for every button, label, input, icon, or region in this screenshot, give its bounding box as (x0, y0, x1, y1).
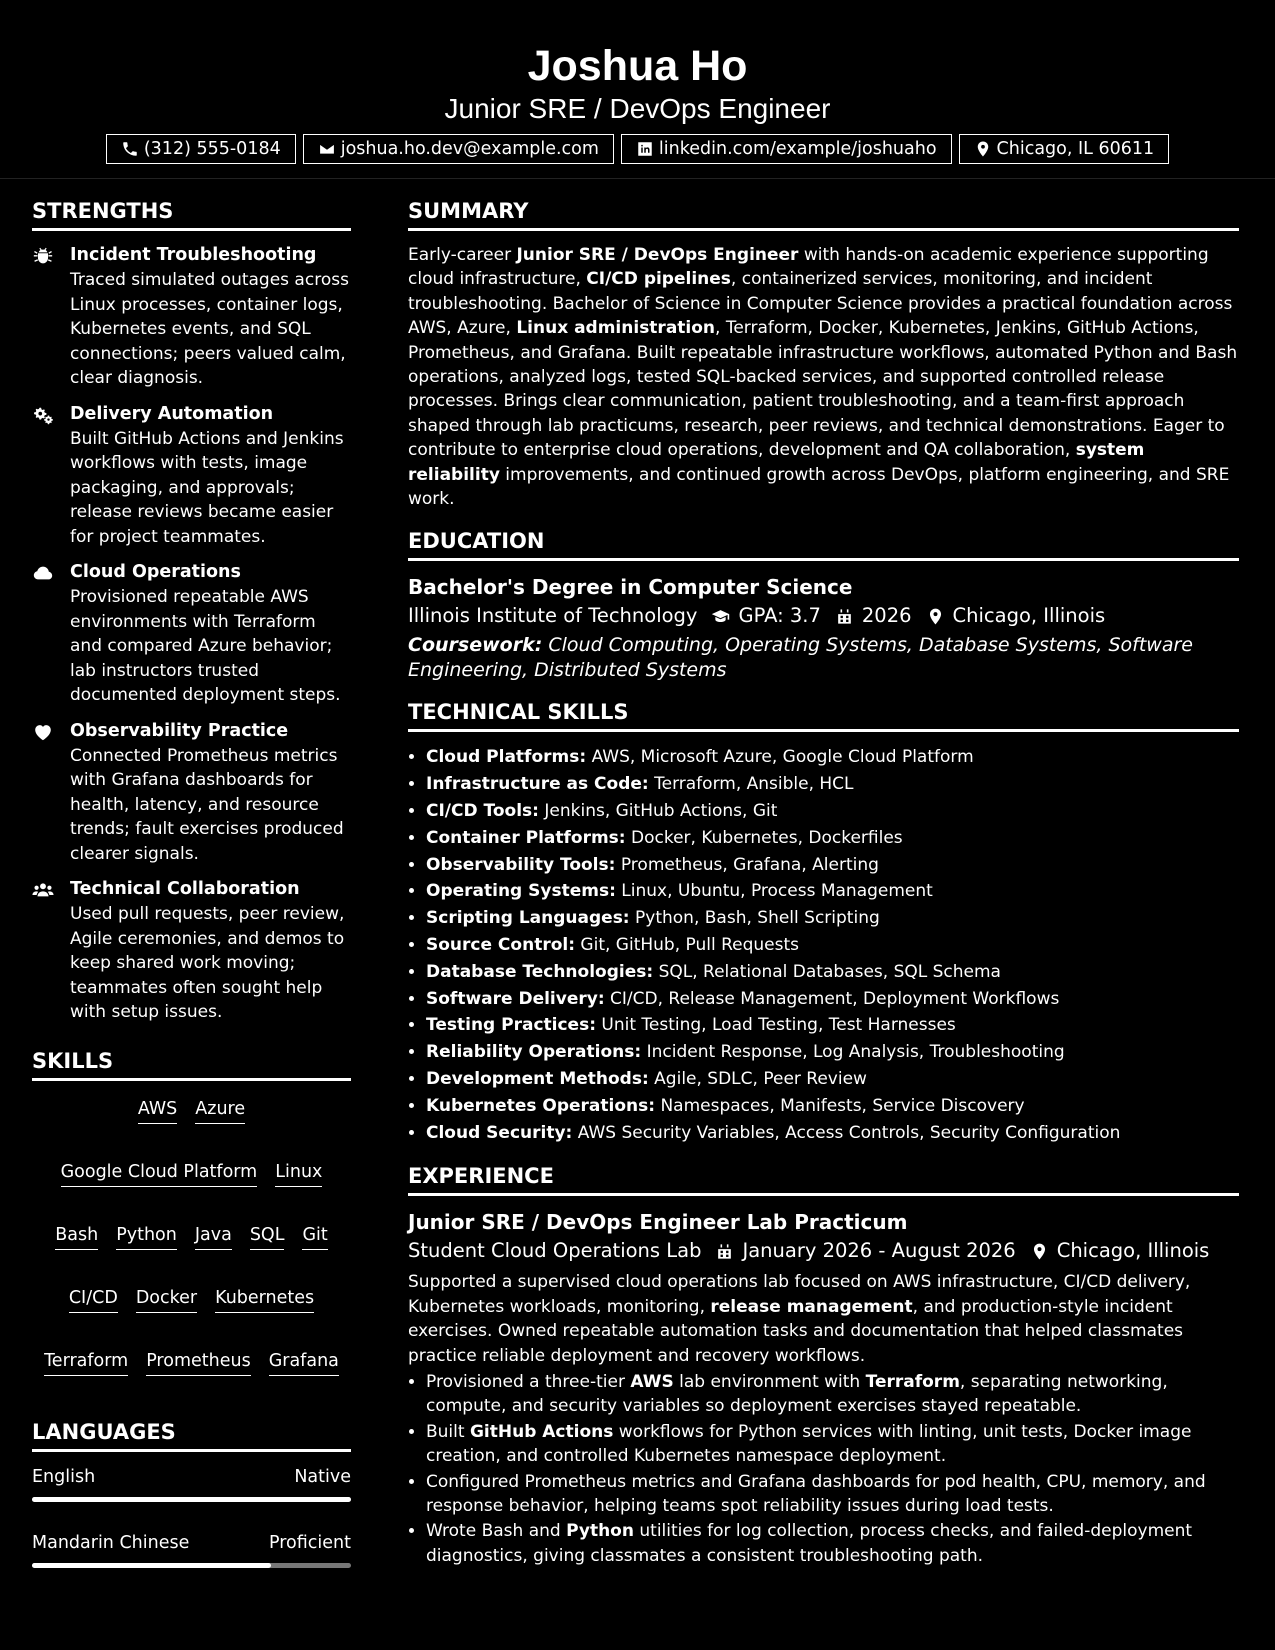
right-column (408, 197, 1239, 1569)
skill-label: Source Control: (426, 935, 576, 956)
skill-value: Terraform, Ansible, HCL (654, 774, 854, 795)
skill-label: Testing Practices: (426, 1015, 596, 1036)
bold-phrase: GitHub Actions (469, 1421, 614, 1442)
calendar-icon (835, 607, 854, 626)
phone-icon (121, 140, 139, 158)
skill-label: Cloud Security: (426, 1122, 573, 1143)
calendar-icon (715, 1242, 734, 1261)
language-item (32, 1464, 351, 1502)
language-level: Proficient (269, 1532, 351, 1553)
list-item (426, 1012, 1239, 1039)
language-bar (32, 1563, 351, 1568)
summary-text (408, 243, 1239, 511)
cloud-icon (32, 562, 54, 584)
strength-title: Delivery Automation (70, 403, 274, 424)
job-dates: January 2026 - August 2026 (742, 1239, 1016, 1263)
skill-label: Operating Systems: (426, 881, 616, 902)
skill-label: Reliability Operations: (426, 1042, 642, 1063)
degree-title: Bachelor's Degree in Computer Science (408, 575, 853, 600)
text-run: , Terraform, Docker, Kubernetes, Jenkins, GitHub Actions, Prometheus, and Grafana. Built repeatable infrastructure workflows, automated Python and Bash operations, analyzed logs, tested SQL-backed services, and supported controlled release processes. Brings clear communication, patient troubleshooting, and a team-first approach shaped through lab practicums, research, peer reviews, and technical demonstrations. Eager to contribute to enterprise cloud operations, development and QA collaboration, (408, 318, 1238, 461)
skill-tag: Kubernetes (215, 1286, 314, 1313)
language-name: Mandarin Chinese (32, 1532, 190, 1553)
skill-label: Software Delivery: (426, 988, 605, 1009)
text-run: , and production-style incident exercises. Owned repeatable automation tasks and documentation that helped classmates practice reliable deployment and recovery workflows. (408, 1296, 1184, 1366)
text-run: Supported a supervised cloud operations lab focused on AWS infrastructure, CI/CD delivery, Kubernetes workloads, monitoring, (408, 1272, 1191, 1317)
bold-phrase: Linux administration (516, 318, 716, 339)
skill-tag: Prometheus (146, 1349, 251, 1376)
contact-location (959, 134, 1170, 164)
bold-phrase: Terraform (865, 1372, 960, 1393)
bold-phrase: Python (566, 1521, 634, 1542)
gpa: GPA: 3.7 (738, 604, 821, 628)
list-item (426, 798, 1239, 825)
list-item (426, 1093, 1239, 1120)
list-item (426, 1470, 1239, 1519)
strength-item (32, 560, 351, 708)
job-bullets (408, 1370, 1239, 1568)
skill-tag: AWS (138, 1097, 177, 1124)
summary-heading: SUMMARY (408, 197, 1239, 231)
graduation-cap-icon (711, 607, 730, 626)
candidate-name: Joshua Ho (527, 42, 748, 90)
text-run: workflows for Python services with linting, unit tests, Docker image creation, and controlled Kubernetes namespace deployment. (426, 1421, 1192, 1467)
strength-title: Observability Practice (70, 720, 289, 741)
list-item (426, 744, 1239, 771)
language-name: English (32, 1466, 96, 1487)
skills-cloud (32, 1093, 351, 1376)
list-item (426, 905, 1239, 932)
contact-bar (0, 134, 1275, 164)
skill-value: Unit Testing, Load Testing, Test Harnesses (601, 1015, 956, 1036)
job-title: Junior SRE / DevOps Engineer Lab Practicum (408, 1210, 908, 1235)
list-item (426, 1039, 1239, 1066)
map-pin-icon (1030, 1242, 1049, 1261)
list-item (426, 1066, 1239, 1093)
strength-desc: Used pull requests, peer review, Agile ceremonies, and demos to keep shared work moving; teammates often sought help with setup issues. (70, 904, 345, 1022)
coursework (408, 633, 1239, 682)
skill-value: Namespaces, Manifests, Service Discovery (660, 1095, 1025, 1116)
gears-icon (32, 404, 54, 426)
envelope-icon (318, 140, 336, 158)
text-run: , containerized services, monitoring, and incident troubleshooting. Bachelor of Science in Computer Science provides a practical foundation across AWS, Azure, (408, 269, 1233, 339)
left-column (32, 197, 351, 1596)
language-level: Native (294, 1466, 351, 1487)
skill-tag: Linux (275, 1160, 322, 1187)
experience-heading: EXPERIENCE (408, 1162, 1239, 1196)
strength-desc: Built GitHub Actions and Jenkins workflows with tests, image packaging, and approvals; release reviews became easier for project teammates. (70, 428, 344, 547)
strength-title: Cloud Operations (70, 562, 241, 582)
contact-phone-text: (312) 555-0184 (143, 139, 281, 159)
strength-title: Technical Collaboration (70, 879, 300, 899)
heart-icon (32, 721, 54, 743)
text-run: with hands-on academic experience supporting cloud infrastructure, (408, 245, 1209, 290)
skill-value: AWS, Microsoft Azure, Google Cloud Platform (591, 747, 974, 768)
skill-label: Scripting Languages: (426, 908, 630, 929)
contact-linkedin-text: linkedin.com/example/joshuaho (658, 139, 937, 159)
text-run: lab environment with (673, 1372, 866, 1393)
job-meta (408, 1236, 1239, 1266)
bold-phrase: CI/CD pipelines (586, 269, 731, 290)
language-bar-fill (32, 1497, 351, 1502)
list-item (426, 1519, 1239, 1568)
education-heading: EDUCATION (408, 527, 1239, 561)
text-run: , separating networking, compute, and security variables so deployment exercises stayed repeatable. (426, 1372, 1168, 1417)
skill-value: Linux, Ubuntu, Process Management (621, 881, 933, 902)
contact-email[interactable] (303, 134, 614, 164)
skill-value: CI/CD, Release Management, Deployment Workflows (610, 988, 1060, 1009)
job-org: Student Cloud Operations Lab (408, 1239, 702, 1263)
linkedin-icon (636, 140, 654, 158)
text-run: utilities for log collection, process checks, and failed-deployment diagnostics, giving classmates a consistent troubleshooting path. (426, 1521, 1193, 1566)
skill-tag: Terraform (44, 1349, 128, 1376)
skill-value: AWS Security Variables, Access Controls, Security Configuration (577, 1122, 1121, 1143)
map-pin-icon (974, 140, 992, 158)
skills-heading: SKILLS (32, 1047, 351, 1081)
contact-email-text: joshua.ho.dev@example.com (340, 139, 599, 159)
list-item (426, 1370, 1239, 1419)
bold-phrase: Junior SRE / DevOps Engineer (516, 245, 799, 265)
skill-label: Infrastructure as Code: (426, 774, 649, 795)
list-item (426, 959, 1239, 986)
skill-value: SQL, Relational Databases, SQL Schema (658, 961, 1001, 982)
text-run: Built (426, 1421, 470, 1442)
language-bar (32, 1497, 351, 1502)
text-run: Early-career (408, 245, 517, 265)
skill-tag: CI/CD (69, 1286, 118, 1313)
list-item (426, 825, 1239, 852)
list-item (426, 771, 1239, 798)
text-run: Configured Prometheus metrics and Grafana dashboards for pod health, CPU, memory, and response behavior, helping teams spot reliability issues during load tests. (426, 1471, 1206, 1517)
technical-skills-heading: TECHNICAL SKILLS (408, 698, 1239, 732)
bold-phrase: release management (710, 1296, 913, 1317)
skill-label: Container Platforms: (426, 827, 626, 848)
skill-tag: Grafana (269, 1349, 339, 1376)
contact-linkedin[interactable] (621, 134, 952, 164)
languages-heading: LANGUAGES (32, 1418, 351, 1452)
skill-label: Cloud Platforms: (426, 747, 587, 768)
strength-desc: Connected Prometheus metrics with Grafana dashboards for health, latency, and resource trends; fault exercises produced clearer signals. (70, 745, 344, 864)
skill-value: Jenkins, GitHub Actions, Git (544, 801, 778, 822)
skill-label: CI/CD Tools: (426, 801, 539, 822)
strengths-heading: STRENGTHS (32, 197, 351, 231)
job-location: Chicago, Illinois (1056, 1239, 1210, 1263)
education-meta (408, 601, 1239, 631)
strength-item (32, 243, 351, 391)
strength-item (32, 402, 351, 550)
skill-tag: Docker (136, 1286, 197, 1313)
contact-phone[interactable] (106, 134, 296, 164)
coursework-label: Coursework: (408, 634, 543, 657)
language-item (32, 1530, 351, 1568)
contact-location-text: Chicago, IL 60611 (996, 139, 1155, 159)
list-item (426, 852, 1239, 879)
skill-tag: Google Cloud Platform (61, 1160, 258, 1187)
strength-item (32, 877, 351, 1025)
list-item (426, 1420, 1239, 1469)
bug-icon (32, 245, 54, 267)
list-item (426, 986, 1239, 1013)
technical-skills-list (408, 744, 1239, 1146)
skill-tag: Azure (195, 1097, 245, 1124)
list-item (426, 1120, 1239, 1147)
map-pin-icon (926, 607, 945, 626)
skill-label: Development Methods: (426, 1069, 649, 1090)
text-run: improvements, and continued growth across DevOps, platform engineering, and SRE work. (408, 464, 1230, 510)
skill-value: Agile, SDLC, Peer Review (654, 1069, 867, 1090)
coursework-list: Cloud Computing, Operating Systems, Database Systems, Software Engineering, Distributed Systems (408, 634, 1193, 681)
strength-item (32, 719, 351, 867)
skill-tag: SQL (250, 1223, 285, 1250)
strength-desc: Provisioned repeatable AWS environments with Terraform and compared Azure behavior; lab instructors trusted documented deployment steps. (70, 587, 341, 705)
skill-tag: Bash (55, 1223, 98, 1250)
candidate-title: Junior SRE / DevOps Engineer (444, 93, 831, 124)
language-bar-fill (32, 1563, 271, 1568)
bold-phrase: system reliability (408, 440, 1145, 485)
skill-tag: Git (302, 1223, 327, 1250)
skill-value: Incident Response, Log Analysis, Troubleshooting (646, 1042, 1065, 1063)
strength-desc: Traced simulated outages across Linux processes, container logs, Kubernetes events, and SQL connections; peers valued calm, clear diagnosis. (70, 270, 349, 388)
job-description (408, 1270, 1239, 1368)
school-location: Chicago, Illinois (952, 604, 1106, 628)
resume-header (0, 0, 1275, 179)
list-item (426, 878, 1239, 905)
users-icon (32, 879, 54, 901)
strength-title: Incident Troubleshooting (70, 245, 317, 265)
skill-label: Kubernetes Operations: (426, 1095, 656, 1116)
graduation-year: 2026 (861, 604, 912, 628)
skill-value: Git, GitHub, Pull Requests (580, 935, 799, 956)
skill-value: Prometheus, Grafana, Alerting (620, 854, 879, 875)
skill-value: Docker, Kubernetes, Dockerfiles (631, 827, 903, 848)
text-run: Wrote Bash and (426, 1521, 567, 1542)
skill-label: Database Technologies: (426, 961, 654, 982)
text-run: Provisioned a three-tier (426, 1372, 631, 1393)
skill-tag: Java (195, 1223, 232, 1250)
skill-label: Observability Tools: (426, 854, 616, 875)
bold-phrase: AWS (630, 1372, 674, 1393)
school-name: Illinois Institute of Technology (408, 604, 698, 628)
skill-value: Python, Bash, Shell Scripting (635, 908, 880, 929)
list-item (426, 932, 1239, 959)
skill-tag: Python (116, 1223, 177, 1250)
